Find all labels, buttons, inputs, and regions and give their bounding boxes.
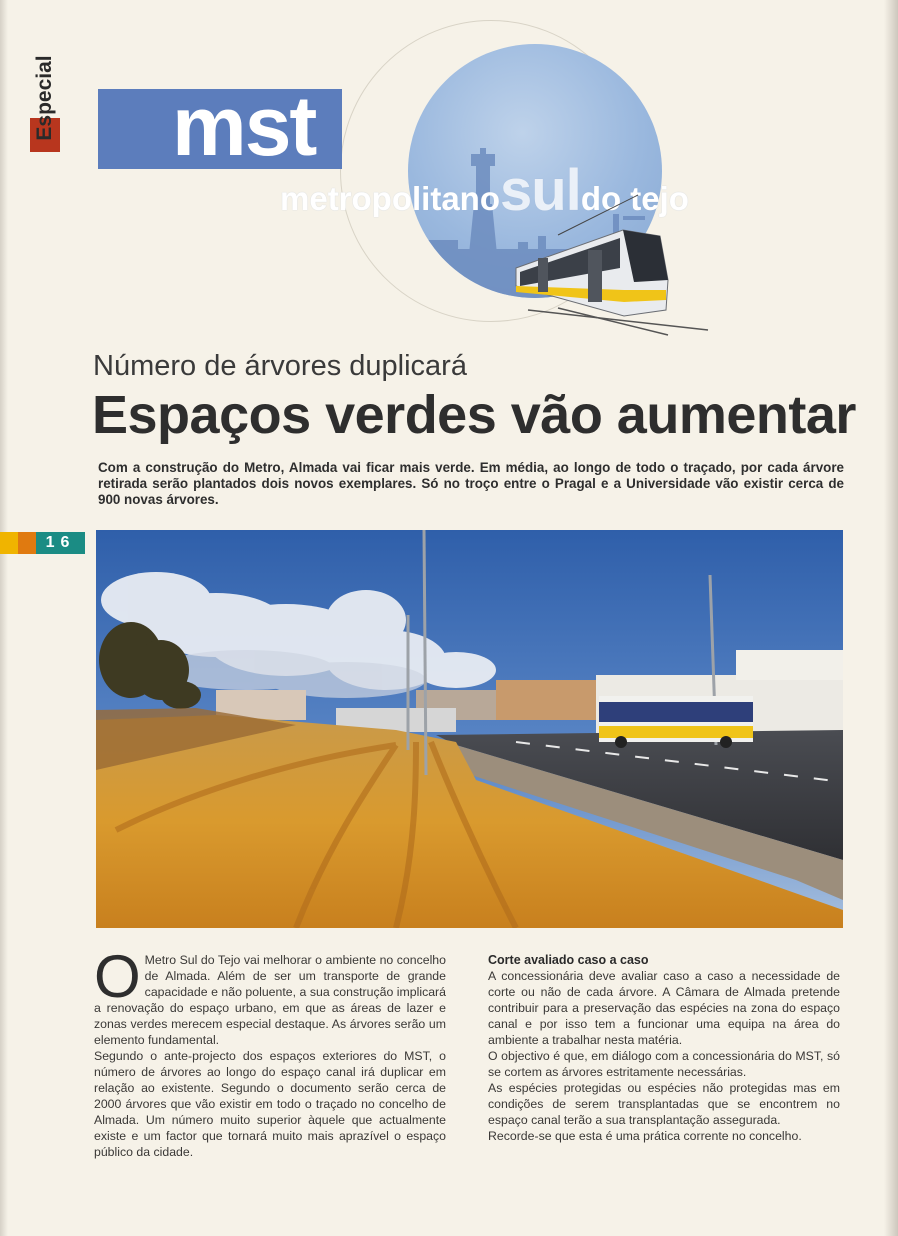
road-construction-photo-icon	[96, 530, 843, 928]
body-paragraph: Segundo o ante-projecto dos espaços exteriores do MST, o número de árvores ao longo do espaço canal irá duplicar em relação ao existente. Segundo o documento serão cerca de 2000 árvores que vão existir em todo o traçado no concelho de Almada. Um número muito superior àquele que actualmente existe e um factor que tornará muito mais aprazível o espaço público da cidade.	[94, 1049, 446, 1159]
body-paragraph: O objectivo é que, em diálogo com a concessionária do MST, só se cortem as árvores estritamente necessárias.	[488, 1049, 840, 1079]
article-kicker: Número de árvores duplicará	[93, 350, 467, 382]
logo-tagline-big: sul	[500, 158, 581, 223]
page-number-stripe-orange	[18, 532, 36, 554]
article-photo	[96, 530, 843, 928]
article-lead: Com a construção do Metro, Almada vai ficar mais verde. Em média, ao longo de todo o traçado, por cada árvore retirada serão plantados dois novos exemplares. Só no troço entre o Pragal e a Universidade vão existir cerca de 900 novas árvores.	[98, 460, 844, 507]
page-edge-shadow	[884, 0, 898, 1236]
logo-tagline-right: do tejo	[580, 180, 689, 217]
drop-cap: O	[94, 943, 141, 1010]
body-paragraph: As espécies protegidas ou espécies não protegidas mas em condições de serem transplantadas que se encontrem no espaço canal terão a sua transplantação assegurada.	[488, 1081, 840, 1127]
logo-brand: mst	[172, 79, 316, 173]
section-tag	[28, 40, 62, 152]
body-left-column	[94, 943, 446, 1160]
body-paragraph	[94, 943, 446, 1048]
page-number: 16	[45, 534, 76, 551]
tram-icon	[408, 140, 718, 340]
logo-tagline-left: metropolitano	[280, 180, 500, 217]
page-number-stripe-yellow	[0, 532, 18, 554]
body-paragraph-text: Metro Sul do Tejo vai melhorar o ambiente no concelho de Almada. Além de ser um transporte de grande capacidade e não poluente, a sua construção implicará a renovação do espaço urbano, em que as áreas de lazer e zonas verdes merecem especial destaque. As árvores serão um elemento fundamental.	[94, 953, 446, 1047]
body-right-column	[488, 952, 840, 1144]
subheading: Corte avaliado caso a caso	[488, 953, 649, 967]
body-paragraph: Recorde-se que esta é uma prática corrente no concelho.	[488, 1129, 802, 1143]
section-label: Especial	[33, 55, 56, 141]
body-paragraph: A concessionária deve avaliar caso a caso a necessidade de corte ou não de cada árvore. A Câmara de Almada pretende contribuir para a preservação das espécies na zona do espaço canal e por isso tem a funcionar uma equipa na área do ambiente a trabalhar nesta matéria.	[488, 969, 840, 1047]
article-headline: Espaços verdes vão aumentar	[92, 385, 856, 445]
page-gutter-shadow	[0, 0, 8, 1236]
